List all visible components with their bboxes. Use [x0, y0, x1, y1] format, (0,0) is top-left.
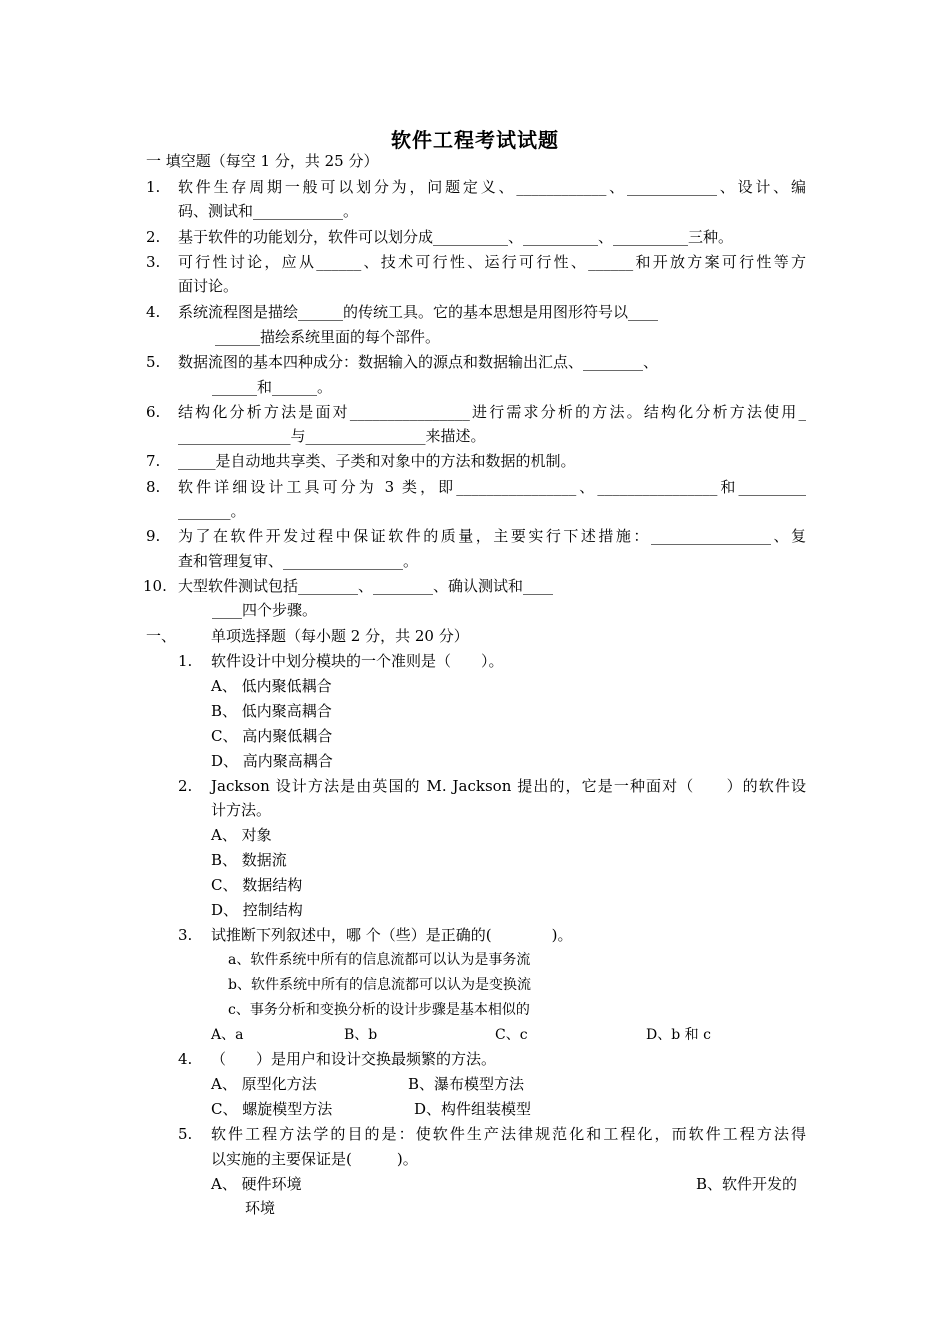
mc5-stem-line2: 以实施的主要保证是( )。 [211, 1150, 418, 1168]
q4-line2: ______描绘系统里面的每个部件。 [215, 328, 441, 346]
mc3-stem: 试推断下列叙述中，哪 个（些）是正确的( )。 [211, 926, 573, 944]
mc3-number: 3. [178, 926, 193, 944]
exam-title: 软件工程考试试题 [391, 128, 559, 152]
mc4-option-d: D、构件组装模型 [414, 1100, 532, 1118]
mc2-stem-line1: Jackson 设计方法是由英国的 M. Jackson 提出的，它是一种面对（ ）的软件设 [211, 777, 806, 795]
q4-line1: 系统流程图是描绘______的传统工具。它的基本思想是用图形符号以____ [178, 303, 659, 321]
section2-header: 单项选择题（每小题 2 分，共 20 分） [211, 627, 469, 645]
mc5-option-b-continued: 环境 [245, 1199, 276, 1217]
q3-line2: 面讨论。 [178, 277, 239, 295]
mc3-option-c: C、c [495, 1027, 528, 1043]
mc3-option-d: D、b 和 c [646, 1027, 711, 1043]
mc3-option-b: B、b [344, 1027, 378, 1043]
mc5-option-b: B、软件开发的 [696, 1175, 798, 1193]
mc4-stem: （ ）是用户和设计交换最频繁的方法。 [211, 1050, 497, 1068]
mc1-option-b: B、 低内聚高耦合 [211, 702, 332, 720]
mc1-stem: 软件设计中划分模块的一个准则是（ ）。 [211, 652, 504, 670]
mc2-number: 2. [178, 777, 193, 795]
mc2-option-a: A、 对象 [211, 826, 272, 844]
mc1-option-c: C、 高内聚低耦合 [211, 727, 333, 745]
q8-line1: 软件详细设计工具可分为 3 类，即________________、________________和_________ [178, 478, 806, 496]
mc1-option-a: A、 低内聚低耦合 [211, 677, 332, 695]
mc3-statement-b: b、软件系统中所有的信息流都可以认为是变换流 [228, 977, 531, 993]
mc5-option-a: A、 硬件环境 [211, 1175, 302, 1193]
q2-line1: 基于软件的功能划分，软件可以划分成__________、__________、__________三种。 [178, 228, 734, 246]
q3-number: 3. [146, 253, 161, 271]
mc2-stem-line2: 计方法。 [211, 801, 272, 819]
mc3-statement-c: c、事务分析和变换分析的设计步骤是基本相似的 [228, 1002, 530, 1018]
mc2-option-d: D、 控制结构 [211, 901, 303, 919]
mc4-option-a: A、 原型化方法 [211, 1075, 317, 1093]
q8-line2: _______。 [178, 502, 246, 520]
mc5-stem-line1: 软件工程方法学的目的是：使软件生产法律规范化和工程化，而软件工程方法得 [211, 1125, 806, 1143]
mc4-option-b: B、瀑布模型方法 [408, 1075, 525, 1093]
mc2-option-c: C、 数据结构 [211, 876, 303, 894]
q1-line1: 软件生存周期一般可以划分为，问题定义、____________、____________、设计、编 [178, 178, 806, 196]
q10-line1: 大型软件测试包括________、________、确认测试和____ [178, 577, 554, 595]
q10-number: 10. [143, 577, 167, 595]
mc1-number: 1. [178, 652, 193, 670]
section2-number: 一、 [146, 627, 177, 645]
q7-number: 7. [146, 452, 161, 470]
mc3-option-a: A、a [211, 1027, 244, 1043]
q9-line1: 为了在软件开发过程中保证软件的质量，主要实行下述措施：________________、复 [178, 527, 806, 545]
mc5-number: 5. [178, 1125, 193, 1143]
q4-number: 4. [146, 303, 161, 321]
section1-header: 一 填空题（每空 1 分，共 25 分） [146, 152, 379, 170]
q2-number: 2. [146, 228, 161, 246]
q7-line1: _____是自动地共享类、子类和对象中的方法和数据的机制。 [178, 452, 576, 470]
q5-line1: 数据流图的基本四种成分：数据输入的源点和数据输出汇点、________、 [178, 353, 659, 371]
mc1-option-d: D、 高内聚高耦合 [211, 752, 333, 770]
q3-line1: 可行性讨论，应从______、技术可行性、运行可行性、______和开放方案可行性等方 [178, 253, 806, 271]
q10-line2: ____四个步骤。 [212, 601, 318, 619]
q5-number: 5. [146, 353, 161, 371]
mc3-statement-a: a、软件系统中所有的信息流都可以认为是事务流 [228, 952, 531, 968]
q9-line2: 查和管理复审、________________。 [178, 552, 419, 570]
q8-number: 8. [146, 478, 161, 496]
q1-number: 1. [146, 178, 161, 196]
mc4-option-c: C、 螺旋模型方法 [211, 1100, 333, 1118]
q6-line1: 结构化分析方法是面对________________进行需求分析的方法。结构化分析方法使用_ [178, 403, 806, 421]
q1-line2: 码、测试和____________。 [178, 202, 359, 220]
q9-number: 9. [146, 527, 161, 545]
q6-number: 6. [146, 403, 161, 421]
q6-line2: _______________与________________来描述。 [178, 427, 486, 445]
mc2-option-b: B、 数据流 [211, 851, 287, 869]
mc4-number: 4. [178, 1050, 193, 1068]
q5-line2: ______和______。 [212, 378, 333, 396]
